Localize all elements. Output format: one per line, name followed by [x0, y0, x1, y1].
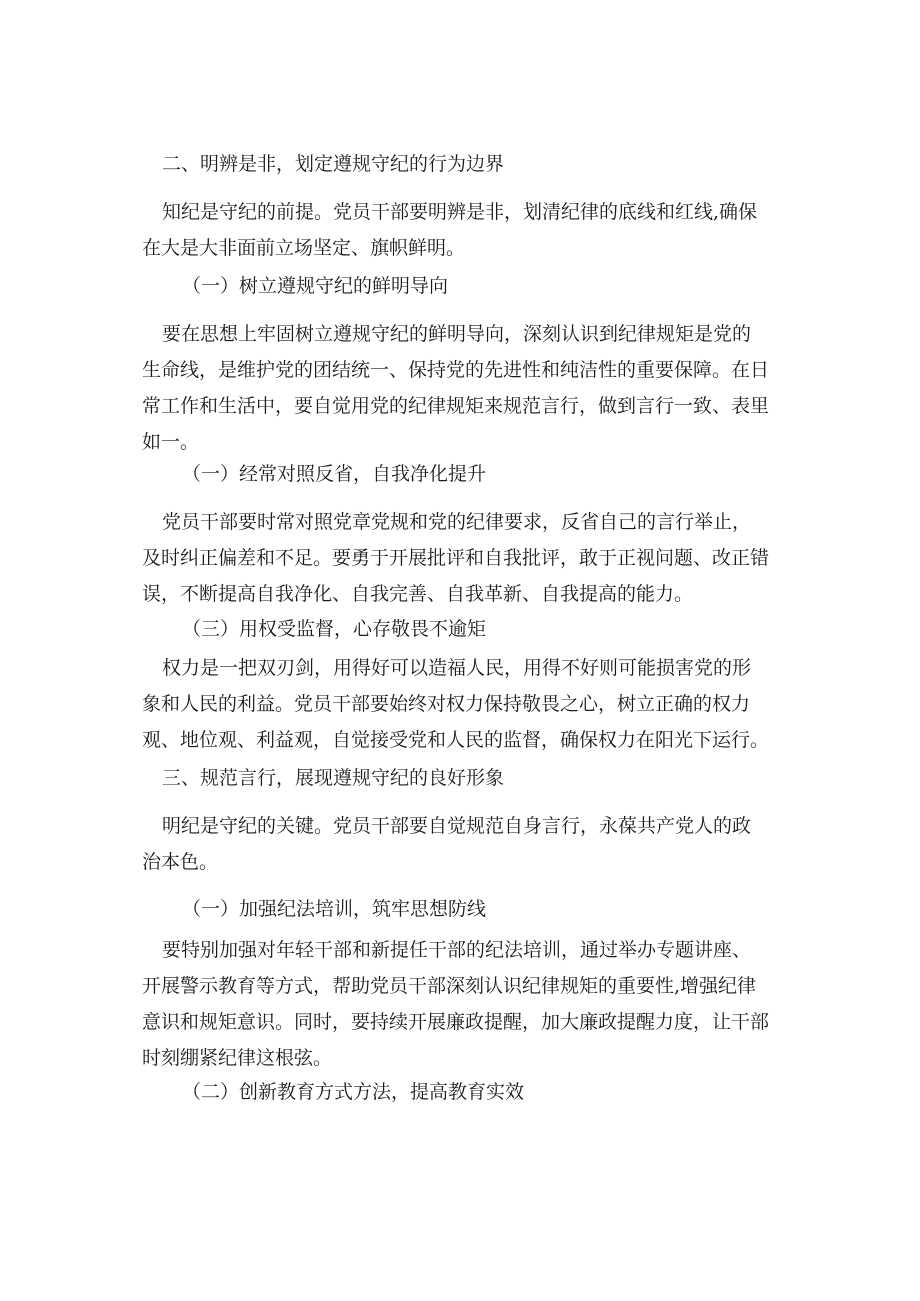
text-line: 在大是大非面前立场坚定、旗帜鲜明。	[142, 237, 466, 259]
body-paragraph	[0, 316, 920, 460]
body-paragraph	[0, 808, 920, 880]
text-line: 要特别加强对年轻干部和新提任干部的纪法培训，通过举办专题讲座、	[162, 939, 752, 961]
text-line: 生命线，是维护党的团结统一、保持党的先进性和纯洁性的重要保障。在日	[142, 359, 770, 381]
text-line: （三）用权受监督，心存敬畏不逾矩	[182, 618, 487, 640]
body-paragraph	[0, 194, 920, 266]
text-line: 明纪是守纪的关键。党员干部要自觉规范自身言行，永葆共产党人的政	[162, 815, 752, 837]
text-line: 常工作和生活中，要自觉用党的纪律规矩来规范言行，做到言行一致、表里	[142, 395, 770, 417]
subsection-heading	[0, 891, 920, 927]
text-line: 权力是一把双刃剑，用得好可以造福人民，用得不好则可能损害党的形	[162, 657, 752, 679]
text-line: （二）创新教育方式方法，提高教育实效	[182, 1081, 525, 1103]
text-line: （一）经常对照反省，自我净化提升	[182, 463, 487, 485]
text-line: 观、地位观、利益观，自觉接受党和人民的监督，确保权力在阳光下运行。	[142, 729, 770, 751]
text-line: （一）加强纪法培训，筑牢思想防线	[182, 898, 487, 920]
section-heading	[0, 760, 920, 796]
text-line: 知纪是守纪的前提。党员干部要明辨是非，划清纪律的底线和红线,确保	[162, 201, 758, 223]
body-paragraph	[0, 932, 920, 1076]
subsection-heading	[0, 456, 920, 492]
text-line: 时刻绷紧纪律这根弦。	[142, 1047, 333, 1069]
text-line: 党员干部要时常对照党章党规和党的纪律要求，反省自己的言行举止，	[162, 511, 752, 533]
text-line: 要在思想上牢固树立遵规守纪的鲜明导向，深刻认识到纪律规矩是党的	[162, 323, 752, 345]
section-heading	[0, 146, 920, 182]
text-line: 误，不断提高自我净化、自我完善、自我革新、自我提高的能力。	[142, 583, 694, 605]
text-line: 意识和规矩意识。同时，要持续开展廉政提醒，加大廉政提醒力度，让干部	[142, 1011, 770, 1033]
text-line: 象和人民的利益。党员干部要始终对权力保持敬畏之心，树立正确的权力	[142, 693, 751, 715]
body-paragraph	[0, 504, 920, 612]
body-paragraph	[0, 650, 920, 758]
text-line: 开展警示教育等方式，帮助党员干部深刻认识纪律规矩的重要性,增强纪律	[142, 975, 757, 997]
text-line: （一）树立遵规守纪的鲜明导向	[182, 275, 449, 297]
subsection-heading	[0, 1074, 920, 1110]
subsection-heading	[0, 611, 920, 647]
text-line: 治本色。	[142, 851, 219, 873]
text-line: 二、明辨是非，划定遵规守纪的行为边界	[162, 153, 505, 175]
text-line: 及时纠正偏差和不足。要勇于开展批评和自我批评，敢于正视问题、改正错	[142, 547, 770, 569]
subsection-heading	[0, 268, 920, 304]
text-line: 三、规范言行，展现遵规守纪的良好形象	[162, 767, 505, 789]
text-line: 如一。	[142, 431, 200, 453]
